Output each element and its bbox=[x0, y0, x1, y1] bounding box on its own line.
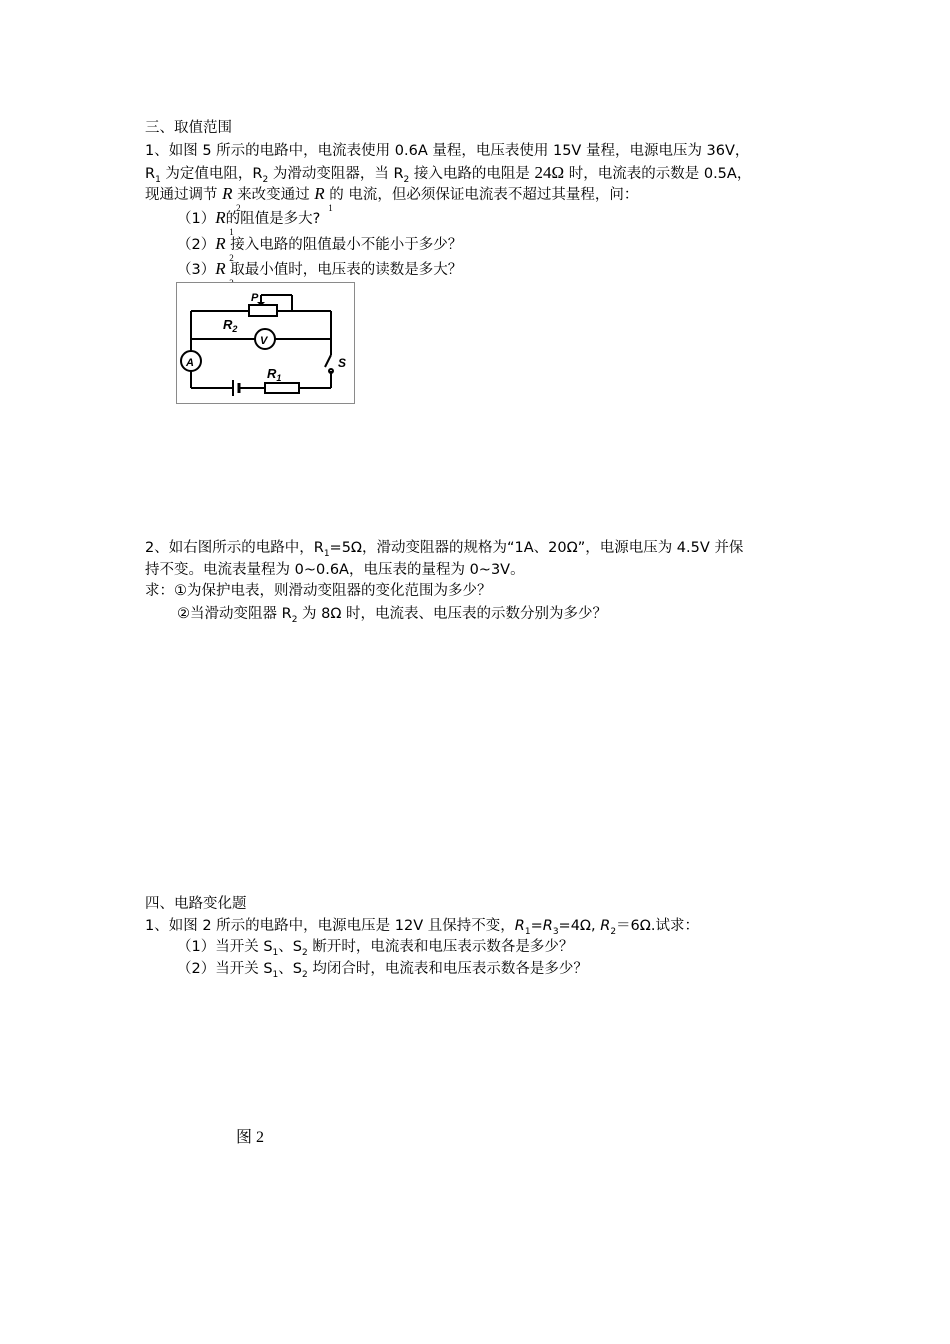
q1-sub3 bbox=[177, 259, 462, 280]
r2-italic: R bbox=[600, 918, 611, 934]
r2-italic-symbol: R bbox=[215, 259, 226, 278]
q1-line2-text-c: 接入电路的电阻是 bbox=[409, 166, 535, 182]
q1-line1: 1、如图 5 所示的电路中，电流表使用 0.6A 量程，电压表使用 15V 量程，电源电压为 36V， bbox=[145, 143, 750, 159]
r2-italic-symbol: R 2 bbox=[222, 184, 241, 213]
rheostat-r2 bbox=[249, 305, 277, 316]
q1-line2-text-d: 时，电流表的示数是 0.5A， bbox=[564, 166, 752, 182]
label-r1: $R_1$ bbox=[267, 366, 282, 383]
r1-italic: R bbox=[514, 918, 525, 934]
label-v: V bbox=[260, 335, 268, 347]
r3-italic: R bbox=[542, 918, 553, 934]
r2-symbol: R bbox=[252, 166, 263, 182]
r1-italic-symbol: R 1 bbox=[215, 208, 234, 237]
circuit-diagram bbox=[176, 282, 355, 404]
q1-line2-text-b: 为滑动变阻器，当 bbox=[268, 166, 394, 182]
q1-sub2 bbox=[177, 234, 463, 263]
label-r2: $R_2$ bbox=[223, 317, 238, 334]
sub2-number: （2） bbox=[177, 237, 216, 253]
s1-subscript: 1 bbox=[272, 948, 279, 958]
r1-italic-symbol: R 1 bbox=[314, 184, 333, 213]
s2-subscript: 2 bbox=[302, 970, 308, 980]
sub3-number: （3） bbox=[177, 262, 216, 278]
q2-line2: 持不变。电流表量程为 0~0.6A，电压表的量程为 0~3V。 bbox=[145, 562, 525, 578]
sub1-number: （1） bbox=[177, 211, 216, 227]
label-p: P bbox=[251, 292, 259, 304]
circuit-svg bbox=[177, 283, 354, 403]
q2-line4-text-b: 为 8Ω 时，电流表、电压表的示数分别为多少？ bbox=[297, 606, 608, 622]
r2-symbol-b: R bbox=[393, 166, 404, 182]
sub2-text: 接入电路的阻值最小不能小于多少？ bbox=[225, 237, 463, 253]
s4-q1-text-b: =4Ω, bbox=[558, 918, 601, 934]
section3-title: 三、取值范围 bbox=[145, 120, 232, 136]
q1-line3-text-b: 来改变通过 bbox=[232, 187, 315, 203]
q1-sub1 bbox=[177, 208, 321, 237]
r2-subscript-b: 2 bbox=[403, 175, 410, 185]
q1-line3 bbox=[145, 184, 639, 213]
s4-q1-text-a: 1、如图 2 所示的电路中，电源电压是 12V 且保持不变， bbox=[145, 918, 515, 934]
q2-line1-text-b: =5Ω，滑动变阻器的规格为“1A、20Ω”，电源电压为 4.5V 并保 bbox=[329, 540, 744, 556]
switch-blade bbox=[325, 355, 331, 367]
sub3-text: 取最小值时，电压表的读数是多大？ bbox=[225, 262, 463, 278]
label-a: A bbox=[186, 357, 194, 369]
section4-title: 四、电路变化题 bbox=[145, 896, 247, 912]
s1-subscript: 1 bbox=[272, 970, 279, 980]
q2-r1-subscript: 1 bbox=[323, 549, 330, 559]
s4-sub2-text-b: 、S bbox=[278, 961, 302, 977]
r2-subscript: 2 bbox=[262, 175, 269, 185]
q2-line3: 求：①为保护电表，则滑动变阻器的变化范围为多少？ bbox=[145, 583, 492, 599]
s4-sub1-text-b: 、S bbox=[278, 939, 302, 955]
q1-line3-text-c: 的 电流，但必须保证电流表不超过其量程，问： bbox=[324, 187, 639, 203]
s4-sub2-text-c: 均闭合时，电流表和电压表示数各是多少？ bbox=[307, 961, 588, 977]
s4-q1-text-c: ＝6Ω.试求： bbox=[616, 918, 699, 934]
resistor-r1 bbox=[265, 383, 299, 393]
q2-line4-text-a: ②当滑动变阻器 R bbox=[177, 606, 292, 622]
r2-italic-symbol: R 2 bbox=[215, 234, 234, 263]
resistance-value: 24Ω bbox=[534, 163, 565, 182]
q2-r2-subscript: 2 bbox=[291, 615, 298, 625]
r1-symbol: R bbox=[145, 166, 156, 182]
figure-label: 图 2 bbox=[236, 1129, 265, 1146]
s4-sub2-text-a: （2）当开关 S bbox=[177, 961, 273, 977]
r3-sub: 3 bbox=[552, 927, 559, 937]
s4-sub1-text-a: （1）当开关 S bbox=[177, 939, 273, 955]
label-s: S bbox=[338, 356, 347, 370]
equals-sign: = bbox=[530, 918, 543, 934]
s4-sub1-text-c: 断开时，电流表和电压表示数各是多少？ bbox=[307, 939, 574, 955]
q1-line2-text-a: 为定值电阻， bbox=[160, 166, 253, 182]
r2-sub: 2 bbox=[610, 927, 617, 937]
r1-sub: 1 bbox=[524, 927, 531, 937]
q1-line3-text-a: 现通过调节 bbox=[145, 187, 223, 203]
q2-line1-text-a: 2、如右图所示的电路中，R bbox=[145, 540, 324, 556]
q2-line4 bbox=[177, 604, 607, 630]
sub1-text: 的阻值是多大? bbox=[225, 211, 321, 227]
r1-subscript: 1 bbox=[155, 175, 161, 185]
s4-q1-sub2 bbox=[177, 959, 588, 985]
s2-subscript: 2 bbox=[302, 948, 308, 958]
